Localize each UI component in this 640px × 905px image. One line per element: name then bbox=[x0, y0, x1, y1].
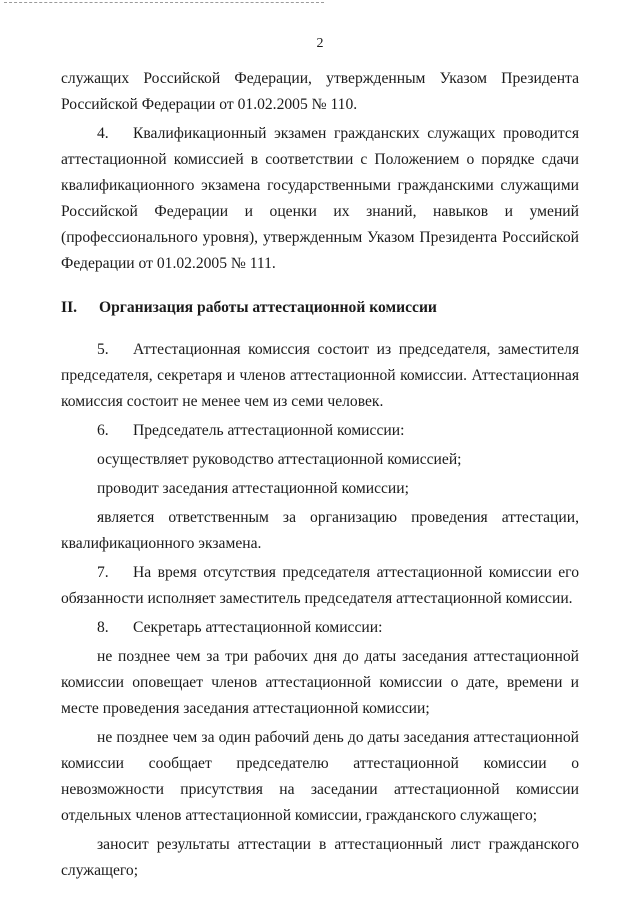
paragraph-continuation: служащих Российской Федерации, утвержденным Указом Президента Российской Федерации от 01.02.2005 № 110. bbox=[61, 70, 579, 113]
paragraph-8-item-c: заносит результаты аттестации в аттестационный лист гражданского служащего; bbox=[61, 836, 579, 879]
section-heading bbox=[61, 295, 579, 321]
top-dashed-line bbox=[4, 2, 324, 3]
section-number: II. bbox=[61, 299, 78, 316]
paragraph-number: 4. bbox=[97, 125, 109, 142]
section-title: Организация работы аттестационной комиссии bbox=[99, 299, 437, 316]
paragraph-number: 6. bbox=[97, 422, 109, 439]
paragraph-number: 7. bbox=[97, 564, 109, 581]
paragraph-text: Секретарь аттестационной комиссии: bbox=[133, 619, 383, 636]
paragraph-6 bbox=[61, 418, 579, 444]
paragraph-6-item-c: является ответственным за организацию проведения аттестации, квалификационного экзамена. bbox=[61, 509, 579, 552]
paragraph-5 bbox=[61, 337, 579, 415]
paragraph-7 bbox=[61, 560, 579, 612]
paragraph-8-item-a: не позднее чем за три рабочих дня до даты заседания аттестационной комиссии оповещает членов аттестационной комиссии о дате, времени и месте проведения заседания аттестационной комиссии; bbox=[61, 648, 579, 717]
paragraph-text: Аттестационная комиссия состоит из председателя, заместителя председателя, секретаря и членов аттестационной комиссии. Аттестационная комиссия состоит не менее чем из семи человек. bbox=[61, 341, 579, 410]
paragraph-number: 8. bbox=[97, 619, 109, 636]
paragraph-8-item-b: не позднее чем за один рабочий день до даты заседания аттестационной комиссии сообщает председателю аттестационной комиссии о невозможности присутствия на заседании аттестационной комиссии отдельных членов аттестационной комиссии, гражданского служащего; bbox=[61, 729, 579, 824]
paragraph-text: Квалификационный экзамен гражданских служащих проводится аттестационной комиссией в соответствии с Положением о порядке сдачи квалификационного экзамена государственными гражданскими служащими Российской Федерации и оценки их знаний, навыков и умений (профессионального уровня), утвержденным Указом Президента Российской Федерации от 01.02.2005 № 111. bbox=[61, 125, 579, 272]
page-number: 2 bbox=[316, 36, 324, 51]
paragraph-8 bbox=[61, 615, 579, 641]
paragraph-text: Председатель аттестационной комиссии: bbox=[133, 422, 405, 439]
paragraph-4 bbox=[61, 121, 579, 277]
paragraph-6-item-b: проводит заседания аттестационной комиссии; bbox=[97, 480, 409, 497]
paragraph-number: 5. bbox=[97, 341, 109, 358]
document-body bbox=[61, 66, 579, 884]
paragraph-6-item-a: осуществляет руководство аттестационной комиссией; bbox=[97, 451, 462, 468]
paragraph-text: На время отсутствия председателя аттестационной комиссии его обязанности исполняет заместитель председателя аттестационной комиссии. bbox=[61, 564, 579, 607]
